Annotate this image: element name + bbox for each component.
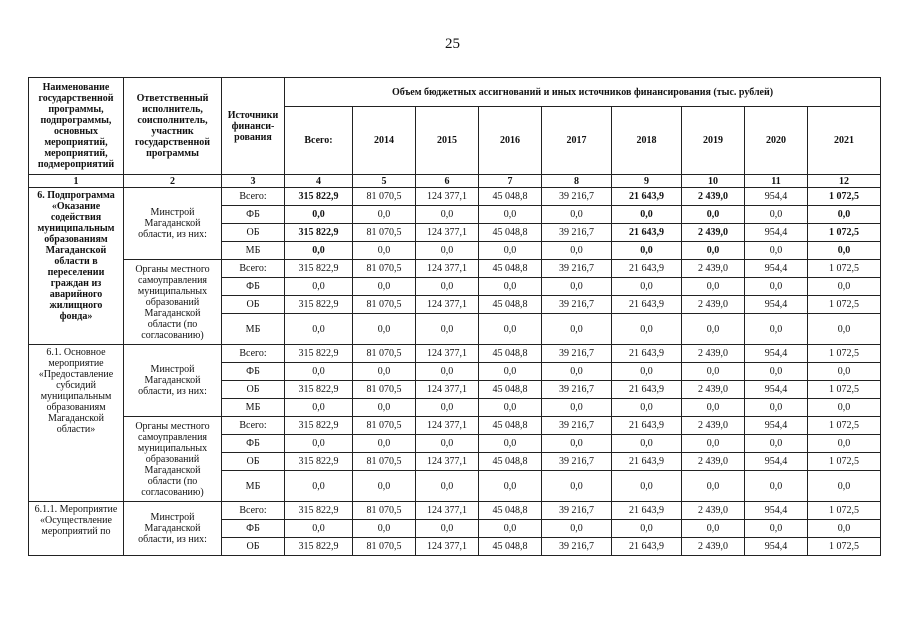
funding-source: ОБ bbox=[222, 381, 285, 399]
amount-cell: 0,0 bbox=[479, 206, 542, 224]
amount-cell: 0,0 bbox=[353, 242, 416, 260]
funding-source: Всего: bbox=[222, 345, 285, 363]
amount-cell: 0,0 bbox=[479, 471, 542, 502]
amount-cell: 954,4 bbox=[745, 345, 808, 363]
amount-cell: 0,0 bbox=[745, 435, 808, 453]
amount-cell: 1 072,5 bbox=[808, 260, 881, 278]
amount-cell: 0,0 bbox=[745, 520, 808, 538]
amount-cell: 0,0 bbox=[542, 278, 612, 296]
measure-name: 6. Подпрограмма «Оказание содействия муниципальным образованиям Магаданской области в переселении граждан из аварийного жилищного фонда» bbox=[29, 188, 124, 345]
amount-cell: 315 822,9 bbox=[285, 538, 353, 556]
amount-cell: 39 216,7 bbox=[542, 260, 612, 278]
header-year: 2014 bbox=[353, 107, 416, 175]
amount-cell: 0,0 bbox=[612, 363, 682, 381]
header-year: 2019 bbox=[682, 107, 745, 175]
amount-cell: 0,0 bbox=[682, 278, 745, 296]
column-index: 11 bbox=[745, 175, 808, 188]
amount-cell: 0,0 bbox=[808, 520, 881, 538]
column-index: 4 bbox=[285, 175, 353, 188]
funding-source: ОБ bbox=[222, 296, 285, 314]
header-sources: Источники финанси-рования bbox=[222, 78, 285, 175]
amount-cell: 315 822,9 bbox=[285, 502, 353, 520]
amount-cell: 0,0 bbox=[542, 206, 612, 224]
amount-cell: 0,0 bbox=[612, 314, 682, 345]
amount-cell: 124 377,1 bbox=[416, 224, 479, 242]
amount-cell: 45 048,8 bbox=[479, 296, 542, 314]
amount-cell: 0,0 bbox=[479, 278, 542, 296]
amount-cell: 0,0 bbox=[745, 242, 808, 260]
amount-cell: 315 822,9 bbox=[285, 224, 353, 242]
amount-cell: 0,0 bbox=[353, 520, 416, 538]
amount-cell: 124 377,1 bbox=[416, 417, 479, 435]
amount-cell: 0,0 bbox=[479, 242, 542, 260]
amount-cell: 1 072,5 bbox=[808, 538, 881, 556]
amount-cell: 0,0 bbox=[808, 363, 881, 381]
table-row bbox=[29, 417, 881, 435]
amount-cell: 39 216,7 bbox=[542, 188, 612, 206]
table-row bbox=[29, 260, 881, 278]
funding-source: МБ bbox=[222, 242, 285, 260]
amount-cell: 39 216,7 bbox=[542, 453, 612, 471]
amount-cell: 0,0 bbox=[682, 435, 745, 453]
amount-cell: 45 048,8 bbox=[479, 538, 542, 556]
funding-source: ОБ bbox=[222, 224, 285, 242]
amount-cell: 45 048,8 bbox=[479, 502, 542, 520]
funding-source: ФБ bbox=[222, 278, 285, 296]
amount-cell: 0,0 bbox=[682, 471, 745, 502]
amount-cell: 1 072,5 bbox=[808, 381, 881, 399]
amount-cell: 954,4 bbox=[745, 417, 808, 435]
amount-cell: 0,0 bbox=[353, 206, 416, 224]
budget-table bbox=[28, 77, 881, 556]
amount-cell: 0,0 bbox=[542, 242, 612, 260]
amount-cell: 0,0 bbox=[479, 399, 542, 417]
amount-cell: 0,0 bbox=[542, 399, 612, 417]
amount-cell: 81 070,5 bbox=[353, 224, 416, 242]
amount-cell: 0,0 bbox=[745, 278, 808, 296]
amount-cell: 1 072,5 bbox=[808, 453, 881, 471]
amount-cell: 0,0 bbox=[808, 435, 881, 453]
amount-cell: 21 643,9 bbox=[612, 453, 682, 471]
amount-cell: 0,0 bbox=[745, 314, 808, 345]
amount-cell: 0,0 bbox=[353, 314, 416, 345]
amount-cell: 81 070,5 bbox=[353, 538, 416, 556]
amount-cell: 0,0 bbox=[682, 363, 745, 381]
amount-cell: 1 072,5 bbox=[808, 502, 881, 520]
amount-cell: 0,0 bbox=[745, 206, 808, 224]
amount-cell: 0,0 bbox=[285, 314, 353, 345]
funding-source: ФБ bbox=[222, 435, 285, 453]
amount-cell: 81 070,5 bbox=[353, 453, 416, 471]
amount-cell: 81 070,5 bbox=[353, 296, 416, 314]
amount-cell: 2 439,0 bbox=[682, 538, 745, 556]
amount-cell: 124 377,1 bbox=[416, 296, 479, 314]
amount-cell: 2 439,0 bbox=[682, 188, 745, 206]
amount-cell: 0,0 bbox=[542, 520, 612, 538]
amount-cell: 954,4 bbox=[745, 502, 808, 520]
amount-cell: 0,0 bbox=[479, 435, 542, 453]
amount-cell: 21 643,9 bbox=[612, 224, 682, 242]
amount-cell: 124 377,1 bbox=[416, 260, 479, 278]
amount-cell: 0,0 bbox=[612, 206, 682, 224]
amount-cell: 315 822,9 bbox=[285, 296, 353, 314]
amount-cell: 0,0 bbox=[285, 471, 353, 502]
header-year: 2016 bbox=[479, 107, 542, 175]
amount-cell: 124 377,1 bbox=[416, 502, 479, 520]
amount-cell: 0,0 bbox=[353, 278, 416, 296]
amount-cell: 1 072,5 bbox=[808, 345, 881, 363]
amount-cell: 0,0 bbox=[612, 399, 682, 417]
amount-cell: 954,4 bbox=[745, 224, 808, 242]
amount-cell: 954,4 bbox=[745, 453, 808, 471]
table-row bbox=[29, 502, 881, 520]
amount-cell: 315 822,9 bbox=[285, 381, 353, 399]
amount-cell: 0,0 bbox=[416, 314, 479, 345]
executor-name: Минстрой Магаданской области, из них: bbox=[124, 188, 222, 260]
amount-cell: 0,0 bbox=[682, 314, 745, 345]
funding-source: МБ bbox=[222, 399, 285, 417]
amount-cell: 45 048,8 bbox=[479, 381, 542, 399]
amount-cell: 81 070,5 bbox=[353, 345, 416, 363]
amount-cell: 0,0 bbox=[285, 278, 353, 296]
amount-cell: 39 216,7 bbox=[542, 381, 612, 399]
amount-cell: 0,0 bbox=[682, 399, 745, 417]
amount-cell: 0,0 bbox=[542, 435, 612, 453]
amount-cell: 0,0 bbox=[682, 520, 745, 538]
amount-cell: 21 643,9 bbox=[612, 345, 682, 363]
column-index: 9 bbox=[612, 175, 682, 188]
amount-cell: 0,0 bbox=[745, 363, 808, 381]
header-volume: Объем бюджетных ассигнований и иных источников финансирования (тыс. рублей) bbox=[285, 78, 881, 107]
amount-cell: 81 070,5 bbox=[353, 381, 416, 399]
column-index: 7 bbox=[479, 175, 542, 188]
amount-cell: 1 072,5 bbox=[808, 417, 881, 435]
amount-cell: 0,0 bbox=[479, 520, 542, 538]
amount-cell: 1 072,5 bbox=[808, 224, 881, 242]
amount-cell: 315 822,9 bbox=[285, 453, 353, 471]
table-row bbox=[29, 188, 881, 206]
amount-cell: 2 439,0 bbox=[682, 381, 745, 399]
amount-cell: 0,0 bbox=[479, 363, 542, 381]
column-index: 10 bbox=[682, 175, 745, 188]
funding-source: МБ bbox=[222, 314, 285, 345]
amount-cell: 0,0 bbox=[612, 278, 682, 296]
amount-cell: 39 216,7 bbox=[542, 296, 612, 314]
amount-cell: 39 216,7 bbox=[542, 345, 612, 363]
column-index: 8 bbox=[542, 175, 612, 188]
amount-cell: 124 377,1 bbox=[416, 381, 479, 399]
amount-cell: 81 070,5 bbox=[353, 502, 416, 520]
amount-cell: 0,0 bbox=[353, 435, 416, 453]
amount-cell: 124 377,1 bbox=[416, 538, 479, 556]
amount-cell: 45 048,8 bbox=[479, 345, 542, 363]
amount-cell: 954,4 bbox=[745, 260, 808, 278]
amount-cell: 0,0 bbox=[612, 471, 682, 502]
amount-cell: 0,0 bbox=[808, 314, 881, 345]
header-year: 2017 bbox=[542, 107, 612, 175]
header-year: 2021 bbox=[808, 107, 881, 175]
amount-cell: 954,4 bbox=[745, 538, 808, 556]
column-index: 1 bbox=[29, 175, 124, 188]
amount-cell: 315 822,9 bbox=[285, 260, 353, 278]
executor-name: Минстрой Магаданской области, из них: bbox=[124, 502, 222, 556]
header-year: 2015 bbox=[416, 107, 479, 175]
amount-cell: 2 439,0 bbox=[682, 296, 745, 314]
amount-cell: 21 643,9 bbox=[612, 188, 682, 206]
amount-cell: 0,0 bbox=[416, 471, 479, 502]
amount-cell: 954,4 bbox=[745, 188, 808, 206]
amount-cell: 0,0 bbox=[416, 520, 479, 538]
amount-cell: 0,0 bbox=[542, 363, 612, 381]
amount-cell: 2 439,0 bbox=[682, 345, 745, 363]
amount-cell: 81 070,5 bbox=[353, 260, 416, 278]
header-executor: Ответственный исполнитель, соисполнитель, участник государственной программы bbox=[124, 78, 222, 175]
executor-name: Органы местного самоуправления муниципальных образований Магаданской области (по согласованию) bbox=[124, 260, 222, 345]
amount-cell: 2 439,0 bbox=[682, 453, 745, 471]
funding-source: ФБ bbox=[222, 520, 285, 538]
header-year: Всего: bbox=[285, 107, 353, 175]
amount-cell: 39 216,7 bbox=[542, 224, 612, 242]
amount-cell: 0,0 bbox=[542, 314, 612, 345]
amount-cell: 0,0 bbox=[808, 206, 881, 224]
funding-source: ОБ bbox=[222, 453, 285, 471]
amount-cell: 954,4 bbox=[745, 296, 808, 314]
column-index: 6 bbox=[416, 175, 479, 188]
amount-cell: 124 377,1 bbox=[416, 453, 479, 471]
amount-cell: 0,0 bbox=[479, 314, 542, 345]
amount-cell: 0,0 bbox=[682, 242, 745, 260]
amount-cell: 45 048,8 bbox=[479, 224, 542, 242]
funding-source: Всего: bbox=[222, 417, 285, 435]
header-name: Наименование государственной программы, подпрограммы, основных мероприятий, мероприятий, подмероприятий bbox=[29, 78, 124, 175]
amount-cell: 0,0 bbox=[808, 242, 881, 260]
amount-cell: 0,0 bbox=[416, 278, 479, 296]
funding-source: МБ bbox=[222, 471, 285, 502]
amount-cell: 2 439,0 bbox=[682, 417, 745, 435]
amount-cell: 315 822,9 bbox=[285, 417, 353, 435]
amount-cell: 21 643,9 bbox=[612, 417, 682, 435]
amount-cell: 81 070,5 bbox=[353, 417, 416, 435]
amount-cell: 0,0 bbox=[745, 399, 808, 417]
amount-cell: 0,0 bbox=[808, 278, 881, 296]
amount-cell: 124 377,1 bbox=[416, 345, 479, 363]
executor-name: Минстрой Магаданской области, из них: bbox=[124, 345, 222, 417]
amount-cell: 0,0 bbox=[416, 206, 479, 224]
amount-cell: 39 216,7 bbox=[542, 538, 612, 556]
column-index: 12 bbox=[808, 175, 881, 188]
amount-cell: 0,0 bbox=[745, 471, 808, 502]
amount-cell: 0,0 bbox=[285, 206, 353, 224]
amount-cell: 0,0 bbox=[416, 399, 479, 417]
amount-cell: 0,0 bbox=[416, 435, 479, 453]
amount-cell: 0,0 bbox=[285, 520, 353, 538]
amount-cell: 1 072,5 bbox=[808, 296, 881, 314]
amount-cell: 2 439,0 bbox=[682, 260, 745, 278]
amount-cell: 39 216,7 bbox=[542, 502, 612, 520]
column-index: 5 bbox=[353, 175, 416, 188]
header-row-1 bbox=[29, 78, 881, 107]
amount-cell: 0,0 bbox=[416, 242, 479, 260]
amount-cell: 954,4 bbox=[745, 381, 808, 399]
amount-cell: 0,0 bbox=[612, 520, 682, 538]
amount-cell: 45 048,8 bbox=[479, 188, 542, 206]
amount-cell: 0,0 bbox=[353, 399, 416, 417]
amount-cell: 0,0 bbox=[285, 399, 353, 417]
amount-cell: 0,0 bbox=[808, 471, 881, 502]
amount-cell: 81 070,5 bbox=[353, 188, 416, 206]
amount-cell: 0,0 bbox=[612, 242, 682, 260]
amount-cell: 315 822,9 bbox=[285, 188, 353, 206]
amount-cell: 2 439,0 bbox=[682, 502, 745, 520]
funding-source: ФБ bbox=[222, 206, 285, 224]
amount-cell: 0,0 bbox=[285, 242, 353, 260]
amount-cell: 1 072,5 bbox=[808, 188, 881, 206]
measure-name: 6.1. Основное мероприятие «Предоставление субсидий муниципальным образованиям Магаданской области» bbox=[29, 345, 124, 502]
amount-cell: 2 439,0 bbox=[682, 224, 745, 242]
amount-cell: 0,0 bbox=[285, 363, 353, 381]
amount-cell: 21 643,9 bbox=[612, 296, 682, 314]
amount-cell: 0,0 bbox=[416, 363, 479, 381]
amount-cell: 0,0 bbox=[612, 435, 682, 453]
amount-cell: 39 216,7 bbox=[542, 417, 612, 435]
amount-cell: 21 643,9 bbox=[612, 538, 682, 556]
amount-cell: 0,0 bbox=[353, 471, 416, 502]
amount-cell: 124 377,1 bbox=[416, 188, 479, 206]
column-index-row bbox=[29, 175, 881, 188]
funding-source: Всего: bbox=[222, 188, 285, 206]
funding-source: Всего: bbox=[222, 260, 285, 278]
amount-cell: 45 048,8 bbox=[479, 260, 542, 278]
table-body bbox=[29, 188, 881, 556]
amount-cell: 0,0 bbox=[542, 471, 612, 502]
column-index: 3 bbox=[222, 175, 285, 188]
header-year: 2020 bbox=[745, 107, 808, 175]
measure-name: 6.1.1. Мероприятие «Осуществление мероприятий по bbox=[29, 502, 124, 556]
amount-cell: 0,0 bbox=[285, 435, 353, 453]
funding-source: Всего: bbox=[222, 502, 285, 520]
amount-cell: 45 048,8 bbox=[479, 453, 542, 471]
amount-cell: 21 643,9 bbox=[612, 260, 682, 278]
column-index: 2 bbox=[124, 175, 222, 188]
amount-cell: 0,0 bbox=[808, 399, 881, 417]
amount-cell: 0,0 bbox=[682, 206, 745, 224]
executor-name: Органы местного самоуправления муниципальных образований Магаданской области (по согласованию) bbox=[124, 417, 222, 502]
page-number: 25 bbox=[445, 36, 460, 52]
amount-cell: 21 643,9 bbox=[612, 502, 682, 520]
table-row bbox=[29, 345, 881, 363]
amount-cell: 0,0 bbox=[353, 363, 416, 381]
amount-cell: 21 643,9 bbox=[612, 381, 682, 399]
header-year: 2018 bbox=[612, 107, 682, 175]
funding-source: ОБ bbox=[222, 538, 285, 556]
funding-source: ФБ bbox=[222, 363, 285, 381]
amount-cell: 45 048,8 bbox=[479, 417, 542, 435]
amount-cell: 315 822,9 bbox=[285, 345, 353, 363]
